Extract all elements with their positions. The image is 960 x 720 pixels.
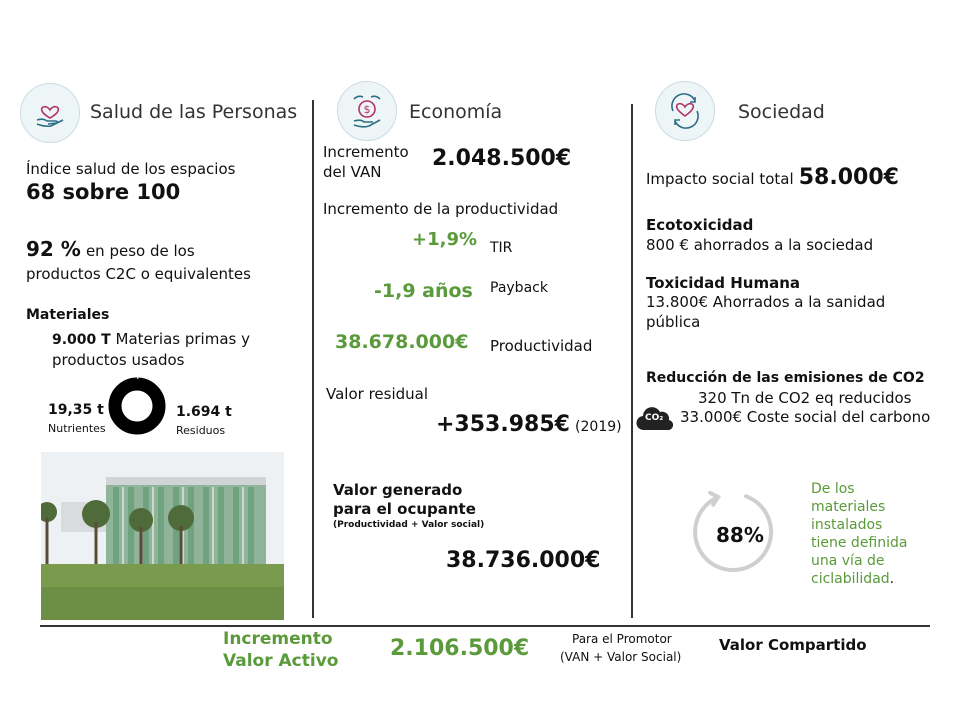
footer-divider — [40, 625, 930, 627]
cloud-co2-icon — [636, 404, 674, 432]
ocupante-value: 38.736.000€ — [446, 548, 601, 573]
footer-compartido: Valor Compartido — [719, 636, 867, 654]
materiales-text-2: productos usados — [52, 351, 185, 369]
ecotox-text: 800 € ahorrados a la sociedad — [646, 236, 874, 254]
economy-money-hands-icon — [337, 81, 397, 141]
building-photo — [41, 452, 284, 620]
footer-promotor-1: Para el Promotor — [572, 632, 672, 646]
payback-label: Payback — [490, 280, 548, 296]
materiales-title: Materiales — [26, 307, 110, 323]
productividad-label: Productividad — [490, 337, 593, 355]
health-heart-hand-icon — [20, 83, 80, 143]
residual-year: (2019) — [575, 419, 622, 435]
impacto-value: 58.000€ — [798, 165, 899, 190]
payback-value: -1,9 años — [374, 280, 473, 302]
van-value: 2.048.500€ — [432, 146, 572, 171]
pct-c2c-text-2: productos C2C o equivalentes — [26, 265, 251, 283]
residuos-value: 1.694 t — [176, 404, 232, 420]
ocupante-title-2: para el ocupante — [333, 500, 476, 518]
pct-c2c-text-1: en peso de los — [85, 242, 195, 260]
column-divider-left — [312, 100, 314, 618]
residual-line — [436, 412, 622, 437]
pct-c2c-value: 92 % — [26, 237, 81, 261]
ciclo-text-line: materiales — [811, 499, 886, 515]
van-label-1: Incremento — [323, 143, 409, 161]
materiales-text-1: Materias primas y — [115, 330, 250, 348]
ecotox-title: Ecotoxicidad — [646, 216, 754, 234]
co2-title: Reducción de las emisiones de CO2 — [646, 370, 925, 386]
footer-valor: 2.106.500€ — [390, 636, 530, 661]
ciclo-text-line: instalados — [811, 517, 883, 533]
ciclo-text-line: tiene definida — [811, 535, 908, 551]
toxhum-text-1: 13.800€ Ahorrados a la sanidad — [646, 293, 886, 311]
ciclo-text-line: De los — [811, 481, 855, 497]
column-title-sociedad: Sociedad — [738, 101, 825, 123]
footer-promotor-2: (VAN + Valor Social) — [560, 650, 682, 664]
indice-salud-value: 68 sobre 100 — [26, 180, 181, 204]
nutrientes-label: Nutrientes — [48, 422, 106, 435]
materiales-line — [52, 330, 250, 348]
ocupante-sub: (Productividad + Valor social) — [333, 520, 485, 530]
residual-value: +353.985€ — [436, 412, 570, 437]
footer-incremento-1: Incremento — [223, 629, 333, 649]
ciclo-text-last-line: ciclabilidad. — [811, 571, 895, 587]
impacto-label: Impacto social total — [646, 170, 794, 188]
footer-incremento-2: Valor Activo — [223, 651, 339, 671]
residual-label: Valor residual — [326, 385, 429, 403]
residuos-label: Residuos — [176, 424, 226, 437]
co2-text-1: 320 Tn de CO2 eq reducidos — [698, 389, 912, 407]
pct-c2c-line — [26, 237, 195, 261]
co2-text-2: 33.000€ Coste social del carbono — [680, 408, 931, 426]
productividad-value: 38.678.000€ — [335, 331, 469, 353]
society-heart-cycle-icon — [655, 81, 715, 141]
tir-label: TIR — [490, 240, 513, 256]
column-title-salud: Salud de las Personas — [90, 101, 298, 123]
materiales-value: 9.000 T — [52, 332, 111, 348]
svg-text:$: $ — [363, 103, 371, 116]
tir-value: +1,9% — [412, 229, 478, 250]
indice-salud-label: Índice salud de los espacios — [26, 160, 236, 178]
productividad-title: Incremento de la productividad — [323, 200, 559, 218]
column-title-economia: Economía — [409, 101, 503, 123]
ciclo-text-line: una vía de — [811, 553, 885, 569]
column-divider-right — [631, 104, 633, 618]
co2-icon-label: CO₂ — [645, 413, 664, 423]
ciclo-pct: 88% — [716, 523, 764, 547]
toxhum-title: Toxicidad Humana — [646, 274, 800, 292]
nutrientes-value: 19,35 t — [48, 402, 104, 418]
impacto-line — [646, 165, 899, 190]
materials-donut — [108, 377, 166, 435]
ocupante-title-1: Valor generado — [333, 481, 463, 499]
van-label-2: del VAN — [323, 163, 382, 181]
toxhum-text-2: pública — [646, 313, 701, 331]
ciclo-text — [811, 480, 907, 588]
